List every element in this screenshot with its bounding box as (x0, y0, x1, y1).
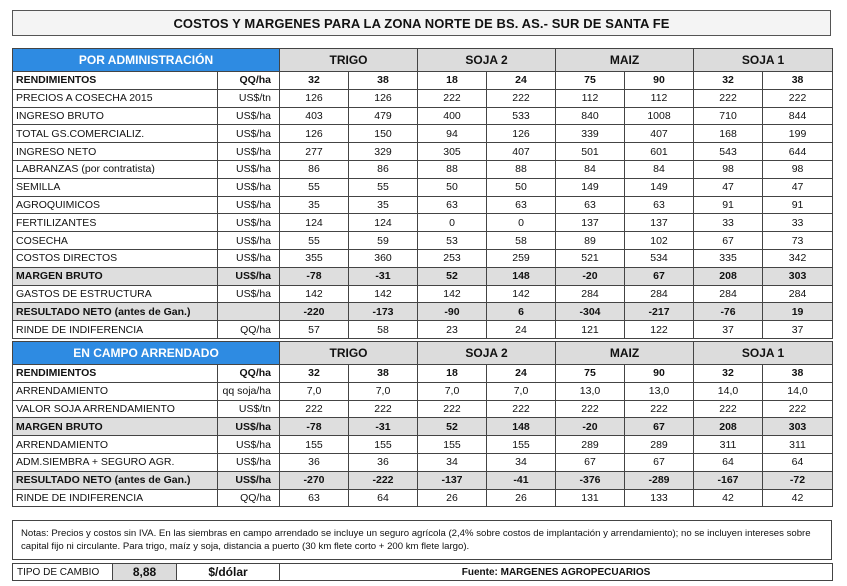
crop-header: TRIGO (280, 342, 418, 365)
row-unit: QQ/ha (218, 321, 280, 339)
cell-value: 91 (763, 196, 833, 214)
cell-value: 42 (763, 489, 833, 507)
cell-value: 222 (487, 89, 556, 107)
row-unit: US$/ha (218, 418, 280, 436)
cell-value: 47 (694, 178, 763, 196)
cell-value: 329 (349, 143, 418, 161)
cell-value: 137 (556, 214, 625, 232)
cell-value: 222 (418, 89, 487, 107)
cell-value: 53 (418, 232, 487, 250)
cell-value: 14,0 (694, 382, 763, 400)
row-unit: US$/ha (218, 143, 280, 161)
cell-value: 75 (556, 365, 625, 383)
cell-value: 55 (280, 178, 349, 196)
table-row (13, 160, 833, 178)
cell-value: 55 (349, 178, 418, 196)
row-unit: US$/ha (218, 285, 280, 303)
row-label: INGRESO BRUTO (13, 107, 218, 125)
row-label: RENDIMIENTOS (13, 72, 218, 90)
row-label: ARRENDAMIENTO (13, 436, 218, 454)
cell-value: 112 (625, 89, 694, 107)
exchange-label: TIPO DE CAMBIO (13, 564, 113, 581)
cell-value: 52 (418, 418, 487, 436)
row-unit: QQ/ha (218, 72, 280, 90)
cell-value: 222 (418, 400, 487, 418)
cell-value: 0 (487, 214, 556, 232)
cell-value: 57 (280, 321, 349, 339)
cell-value: 7,0 (487, 382, 556, 400)
cell-value: 133 (625, 489, 694, 507)
cell-value: 284 (763, 285, 833, 303)
cell-value: 208 (694, 267, 763, 285)
row-label: MARGEN BRUTO (13, 267, 218, 285)
cell-value: 42 (694, 489, 763, 507)
cell-value: 303 (763, 418, 833, 436)
cell-value: 126 (280, 125, 349, 143)
table-header-row (13, 342, 833, 365)
table-row (13, 125, 833, 143)
exchange-value: 8,88 (113, 564, 177, 581)
cell-value: 533 (487, 107, 556, 125)
cell-value: 342 (763, 249, 833, 267)
cell-value: 73 (763, 232, 833, 250)
cell-value: 601 (625, 143, 694, 161)
cell-value: -222 (349, 471, 418, 489)
cell-value: 112 (556, 89, 625, 107)
cell-value: 7,0 (280, 382, 349, 400)
cell-value: 149 (625, 178, 694, 196)
cell-value: -270 (280, 471, 349, 489)
row-unit: US$/ha (218, 196, 280, 214)
cell-value: 84 (556, 160, 625, 178)
cell-value: 23 (418, 321, 487, 339)
cell-value: 55 (280, 232, 349, 250)
cell-value: 33 (763, 214, 833, 232)
cell-value: 64 (763, 453, 833, 471)
cell-value: 64 (694, 453, 763, 471)
table-row (13, 285, 833, 303)
table-row (13, 382, 833, 400)
cell-value: -31 (349, 418, 418, 436)
row-unit: US$/ha (218, 232, 280, 250)
cell-value: -90 (418, 303, 487, 321)
cell-value: 52 (418, 267, 487, 285)
cell-value: 311 (694, 436, 763, 454)
cell-value: 150 (349, 125, 418, 143)
table-row (13, 321, 833, 339)
row-label: COSTOS DIRECTOS (13, 249, 218, 267)
cell-value: 131 (556, 489, 625, 507)
cell-value: 47 (763, 178, 833, 196)
cell-value: 94 (418, 125, 487, 143)
table-por-administracion (12, 48, 833, 339)
row-unit: QQ/ha (218, 365, 280, 383)
table-row (13, 196, 833, 214)
cell-value: 24 (487, 72, 556, 90)
cell-value: 6 (487, 303, 556, 321)
row-unit: US$/ha (218, 178, 280, 196)
cell-value: 284 (625, 285, 694, 303)
cell-value: 142 (418, 285, 487, 303)
cell-value: 222 (763, 400, 833, 418)
cell-value: -78 (280, 267, 349, 285)
cell-value: 222 (349, 400, 418, 418)
cell-value: 63 (556, 196, 625, 214)
cell-value: 50 (418, 178, 487, 196)
cell-value: 521 (556, 249, 625, 267)
cell-value: 335 (694, 249, 763, 267)
cell-value: 98 (694, 160, 763, 178)
cell-value: -304 (556, 303, 625, 321)
cell-value: 155 (487, 436, 556, 454)
cell-value: 35 (280, 196, 349, 214)
row-unit: US$/ha (218, 453, 280, 471)
cell-value: 844 (763, 107, 833, 125)
cell-value: 34 (487, 453, 556, 471)
cell-value: 86 (349, 160, 418, 178)
cell-value: 303 (763, 267, 833, 285)
cell-value: 0 (418, 214, 487, 232)
row-label: TOTAL GS.COMERCIALIZ. (13, 125, 218, 143)
table-row (13, 89, 833, 107)
source-credit: Fuente: MARGENES AGROPECUARIOS (280, 564, 833, 581)
cell-value: 289 (625, 436, 694, 454)
cell-value: 34 (418, 453, 487, 471)
table-header-row (13, 49, 833, 72)
row-unit: US$/ha (218, 214, 280, 232)
row-label: ADM.SIEMBRA + SEGURO AGR. (13, 453, 218, 471)
cell-value: 63 (280, 489, 349, 507)
cell-value: 88 (487, 160, 556, 178)
cell-value: -376 (556, 471, 625, 489)
cell-value: -217 (625, 303, 694, 321)
cell-value: 360 (349, 249, 418, 267)
table-row (13, 107, 833, 125)
cell-value: 58 (349, 321, 418, 339)
cell-value: 37 (763, 321, 833, 339)
cell-value: 36 (349, 453, 418, 471)
cell-value: -167 (694, 471, 763, 489)
cell-value: 67 (556, 453, 625, 471)
cell-value: -76 (694, 303, 763, 321)
table-row (13, 214, 833, 232)
cell-value: 89 (556, 232, 625, 250)
table-row (13, 232, 833, 250)
cell-value: -41 (487, 471, 556, 489)
row-label: COSECHA (13, 232, 218, 250)
cell-value: 86 (280, 160, 349, 178)
cell-value: 305 (418, 143, 487, 161)
row-label: FERTILIZANTES (13, 214, 218, 232)
cell-value: -31 (349, 267, 418, 285)
cell-value: 534 (625, 249, 694, 267)
row-unit (218, 303, 280, 321)
cell-value: 38 (349, 72, 418, 90)
table-row (13, 249, 833, 267)
cell-value: 32 (280, 365, 349, 383)
cell-value: 36 (280, 453, 349, 471)
row-unit: US$/ha (218, 249, 280, 267)
row-label: AGROQUIMICOS (13, 196, 218, 214)
cell-value: 7,0 (418, 382, 487, 400)
cell-value: 403 (280, 107, 349, 125)
crop-header: TRIGO (280, 49, 418, 72)
cell-value: 155 (418, 436, 487, 454)
cell-value: 253 (418, 249, 487, 267)
cell-value: 311 (763, 436, 833, 454)
cell-value: 38 (349, 365, 418, 383)
cell-value: 222 (694, 400, 763, 418)
row-label: RINDE DE INDIFERENCIA (13, 321, 218, 339)
cell-value: 543 (694, 143, 763, 161)
section-header: POR ADMINISTRACIÓN (13, 49, 280, 72)
row-label: SEMILLA (13, 178, 218, 196)
cell-value: 644 (763, 143, 833, 161)
cell-value: 122 (625, 321, 694, 339)
row-unit: US$/ha (218, 267, 280, 285)
exchange-unit: $/dólar (177, 564, 280, 581)
row-label: INGRESO NETO (13, 143, 218, 161)
row-unit: US$/ha (218, 471, 280, 489)
cell-value: 168 (694, 125, 763, 143)
table-row (13, 489, 833, 507)
row-label: VALOR SOJA ARRENDAMIENTO (13, 400, 218, 418)
cell-value: 501 (556, 143, 625, 161)
cell-value: 284 (694, 285, 763, 303)
cell-value: -20 (556, 267, 625, 285)
cell-value: 24 (487, 321, 556, 339)
cell-value: 208 (694, 418, 763, 436)
table-row (13, 143, 833, 161)
cell-value: 355 (280, 249, 349, 267)
cell-value: 121 (556, 321, 625, 339)
cell-value: 126 (487, 125, 556, 143)
cell-value: 32 (694, 72, 763, 90)
cell-value: 67 (625, 267, 694, 285)
cell-value: 259 (487, 249, 556, 267)
cell-value: 407 (625, 125, 694, 143)
table-row (13, 72, 833, 90)
crop-header: SOJA 2 (418, 49, 556, 72)
row-unit: US$/ha (218, 125, 280, 143)
table-row (13, 303, 833, 321)
crop-header: SOJA 2 (418, 342, 556, 365)
cell-value: 124 (349, 214, 418, 232)
cell-value: 102 (625, 232, 694, 250)
cell-value: 400 (418, 107, 487, 125)
cell-value: 84 (625, 160, 694, 178)
row-unit: QQ/ha (218, 489, 280, 507)
cell-value: 58 (487, 232, 556, 250)
cell-value: 289 (556, 436, 625, 454)
cell-value: 18 (418, 72, 487, 90)
table-row (13, 418, 833, 436)
cell-value: 98 (763, 160, 833, 178)
cell-value: 155 (349, 436, 418, 454)
cell-value: 155 (280, 436, 349, 454)
table-row (13, 267, 833, 285)
cell-value: 50 (487, 178, 556, 196)
cell-value: 24 (487, 365, 556, 383)
cell-value: 32 (694, 365, 763, 383)
cell-value: 7,0 (349, 382, 418, 400)
cell-value: 142 (349, 285, 418, 303)
cell-value: 38 (763, 365, 833, 383)
cell-value: 199 (763, 125, 833, 143)
row-label: RINDE DE INDIFERENCIA (13, 489, 218, 507)
cell-value: 90 (625, 365, 694, 383)
row-label: MARGEN BRUTO (13, 418, 218, 436)
crop-header: SOJA 1 (694, 342, 833, 365)
cell-value: 407 (487, 143, 556, 161)
row-unit: US$/ha (218, 436, 280, 454)
row-label: ARRENDAMIENTO (13, 382, 218, 400)
cell-value: 126 (280, 89, 349, 107)
row-unit: US$/ha (218, 107, 280, 125)
cell-value: 67 (625, 418, 694, 436)
cell-value: -173 (349, 303, 418, 321)
row-label: RENDIMIENTOS (13, 365, 218, 383)
cell-value: 1008 (625, 107, 694, 125)
table-row (13, 453, 833, 471)
cell-value: 124 (280, 214, 349, 232)
cell-value: 26 (487, 489, 556, 507)
cell-value: 33 (694, 214, 763, 232)
cell-value: 67 (694, 232, 763, 250)
cell-value: 91 (694, 196, 763, 214)
footer (12, 563, 833, 581)
cell-value: 222 (763, 89, 833, 107)
row-unit: US$/tn (218, 400, 280, 418)
row-unit: US$/ha (218, 160, 280, 178)
notes: Notas: Precios y costos sin IVA. En las siembras en campo arrendado se incluye un seguro agrícola (2,4% sobre costos de implantación y arrendamiento); no se incluyen intereses sobre capital fijo ni circulante. Para trigo, maíz y soja, distancia a puerto (30 km flete corto + 200 km flete largo). (12, 520, 832, 560)
cell-value: 222 (487, 400, 556, 418)
cell-value: 277 (280, 143, 349, 161)
cell-value: -72 (763, 471, 833, 489)
table-row (13, 400, 833, 418)
cell-value: 710 (694, 107, 763, 125)
cell-value: 142 (280, 285, 349, 303)
table-row (13, 365, 833, 383)
cell-value: 13,0 (556, 382, 625, 400)
cell-value: 64 (349, 489, 418, 507)
cell-value: 148 (487, 418, 556, 436)
cell-value: 222 (280, 400, 349, 418)
table-row (13, 471, 833, 489)
cell-value: 32 (280, 72, 349, 90)
cell-value: 37 (694, 321, 763, 339)
row-label: RESULTADO NETO (antes de Gan.) (13, 471, 218, 489)
cell-value: -78 (280, 418, 349, 436)
cell-value: 13,0 (625, 382, 694, 400)
cell-value: 149 (556, 178, 625, 196)
crop-header: SOJA 1 (694, 49, 833, 72)
cell-value: 14,0 (763, 382, 833, 400)
cell-value: 18 (418, 365, 487, 383)
crop-header: MAIZ (556, 49, 694, 72)
cell-value: 148 (487, 267, 556, 285)
section-header: EN CAMPO ARRENDADO (13, 342, 280, 365)
page-title: COSTOS Y MARGENES PARA LA ZONA NORTE DE BS. AS.- SUR DE SANTA FE (12, 10, 831, 36)
cell-value: 63 (418, 196, 487, 214)
cell-value: -137 (418, 471, 487, 489)
cell-value: 90 (625, 72, 694, 90)
row-label: PRECIOS A COSECHA 2015 (13, 89, 218, 107)
cell-value: 63 (487, 196, 556, 214)
table-row (13, 178, 833, 196)
cell-value: 142 (487, 285, 556, 303)
cell-value: 339 (556, 125, 625, 143)
row-label: LABRANZAS (por contratista) (13, 160, 218, 178)
cell-value: 88 (418, 160, 487, 178)
cell-value: 479 (349, 107, 418, 125)
row-unit: US$/tn (218, 89, 280, 107)
cell-value: 26 (418, 489, 487, 507)
cell-value: 222 (694, 89, 763, 107)
table-campo-arrendado (12, 341, 833, 507)
row-unit: qq soja/ha (218, 382, 280, 400)
cell-value: -220 (280, 303, 349, 321)
cell-value: 126 (349, 89, 418, 107)
table-row (13, 436, 833, 454)
cell-value: 222 (556, 400, 625, 418)
cell-value: 19 (763, 303, 833, 321)
cell-value: 137 (625, 214, 694, 232)
crop-header: MAIZ (556, 342, 694, 365)
cell-value: 59 (349, 232, 418, 250)
cell-value: 63 (625, 196, 694, 214)
cell-value: -289 (625, 471, 694, 489)
cell-value: 840 (556, 107, 625, 125)
cell-value: 38 (763, 72, 833, 90)
row-label: RESULTADO NETO (antes de Gan.) (13, 303, 218, 321)
cell-value: -20 (556, 418, 625, 436)
cell-value: 222 (625, 400, 694, 418)
cell-value: 35 (349, 196, 418, 214)
cell-value: 75 (556, 72, 625, 90)
row-label: GASTOS DE ESTRUCTURA (13, 285, 218, 303)
cell-value: 67 (625, 453, 694, 471)
cell-value: 284 (556, 285, 625, 303)
